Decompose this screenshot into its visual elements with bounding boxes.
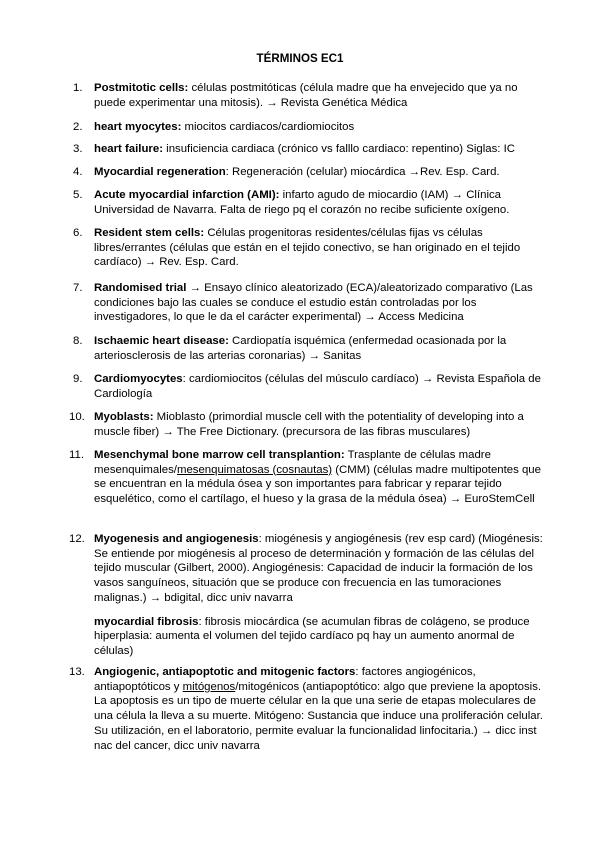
item-definition: miocitos cardiacos/cardiomiocitos xyxy=(181,121,355,133)
item-definition: : factores angiogénicos, antiapoptóticos y xyxy=(94,666,476,693)
list-item xyxy=(69,410,546,439)
item-term: Randomised trial xyxy=(94,282,187,294)
item-number: 6. xyxy=(73,227,83,239)
item-number: 1. xyxy=(73,82,83,94)
item-term: Myoblasts: xyxy=(94,411,154,423)
sub-paragraph xyxy=(94,615,546,659)
item-definition: → Ensayo clínico aleatorizado (ECA)/aleatorizado comparativo (Las condiciones bajo las cuales se conduce el estudio están controladas por los investigadores, lo que le da el carácter experimental) → Access Medicina xyxy=(94,282,533,324)
item-number: 11. xyxy=(69,449,84,461)
item-term: heart failure: xyxy=(94,143,163,155)
item-number: 9. xyxy=(73,373,83,385)
list-item xyxy=(73,372,546,401)
underlined-term: mitógenos xyxy=(182,680,236,693)
list-item xyxy=(69,665,546,753)
list-item xyxy=(73,120,546,135)
item-number: 12. xyxy=(69,533,85,545)
item-term: heart myocytes: xyxy=(94,121,182,133)
item-number: 3. xyxy=(73,143,83,155)
item-definition: Trasplante de células madre mesenquimales/ xyxy=(94,449,491,476)
sub-term: myocardial fibrosis xyxy=(94,615,199,628)
item-number: 4. xyxy=(73,166,83,178)
item-number: 5. xyxy=(73,189,83,201)
item-definition: : cardiomiocitos (células del músculo cardíaco) → Revista Española de Cardiología xyxy=(94,373,541,400)
page-title: TÉRMINOS EC1 xyxy=(256,52,344,65)
item-number: 13. xyxy=(69,666,85,678)
list-item xyxy=(73,334,546,363)
underlined-term: mesenquimatosas (cosnautas) xyxy=(176,463,333,476)
list-item xyxy=(73,142,546,157)
item-definition: : Regeneración (celular) miocárdica →Rev. Esp. Card. xyxy=(225,166,500,178)
item-term: Ischaemic heart disease: xyxy=(94,335,229,347)
item-term: Acute myocardial infarction (AMI): xyxy=(94,189,280,201)
list-item xyxy=(73,81,546,110)
item-definition-cont: (CMM) (células madre multipotentes que se encuentran en la médula ósea y son importantes para fabricar y reparar tejido esquelético, como el cartílago, el hueso y la grasa de la médula ósea) → EuroStemCell xyxy=(94,463,541,506)
item-term: Cardiomyocytes xyxy=(94,373,183,385)
item-definition: infarto agudo de miocardio (IAM) → Clínica Universidad de Navarra. Falta de riego pq el corazón no recibe suficiente oxígeno. xyxy=(94,189,510,216)
item-definition: insuficiencia cardiaca (crónico vs falllo cardiaco: repentino) Siglas: IC xyxy=(163,143,516,155)
item-definition: células postmitóticas (célula madre que ha envejecido que ya no puede experimentar una mitosis). → Revista Genética Médica xyxy=(94,82,518,109)
list-item xyxy=(73,188,546,217)
list-item xyxy=(69,448,546,507)
item-definition: Mioblasto (primordial muscle cell with the potentiality of developing into a muscle fiber) → The Free Dictionary. (precursora de las fibras musculares) xyxy=(94,411,524,438)
item-term: Postmitotic cells: xyxy=(94,82,189,94)
item-term: Mesenchymal bone marrow cell transplantion: xyxy=(94,449,345,461)
item-definition: : miogénesis y angiogénesis (rev esp card) (Miogénesis: Se entiende por miogénesis al proceso de determinación y formación de las células del tejido muscular (Gilbert, 2000). Angiogénesis: Capacidad de inducir la formación de los vasos sanguíneos, situación que se produce con frecuencia en las tumoraciones malignas.) → bdigital, dicc univ navarra xyxy=(94,533,543,604)
list-item xyxy=(73,281,546,325)
item-number: 10. xyxy=(69,411,85,423)
item-term: Myogenesis and angiogenesis xyxy=(94,533,259,545)
list-item xyxy=(73,226,546,270)
item-term: Myocardial regeneration xyxy=(94,166,226,178)
item-number: 8. xyxy=(73,335,83,347)
list-item xyxy=(69,532,546,659)
item-definition: Cardiopatía isquémica (enfermedad ocasionada por la arteriosclerosis de las arterias coronarias) → Sanitas xyxy=(94,335,507,362)
item-number: 7. xyxy=(73,282,83,294)
item-definition-cont: /mitogénicos (antiapoptótico: algo que previene la apoptosis. La apoptosis es un tipo de muerte célular en la que una serie de etapas moleculares de una célula la lleva a su muerte. Mitógeno: Sustancia que induce una proliferación celular. Su utilización, en el laboratorio, permite evaluar la funcionalidad linfocitaria.) → dicc inst nac del cancer, dicc univ navarra xyxy=(94,680,543,752)
list-item xyxy=(73,165,546,180)
item-definition: Células progenitoras residentes/células fijas vs células libres/errantes (células que están en el tejido conectivo, se han originado en el tejido cardíaco) → Rev. Esp. Card. xyxy=(94,227,521,269)
item-term: Resident stem cells: xyxy=(94,227,205,239)
item-number: 2. xyxy=(73,121,83,133)
item-term: Angiogenic, antiapoptotic and mitogenic factors xyxy=(94,666,356,678)
sub-definition: : fibrosis miocárdica (se acumulan fibras de colágeno, se produce hiperplasia: aumenta el volumen del tejido cardíaco pq hay un aumento anormal de células) xyxy=(94,615,530,657)
